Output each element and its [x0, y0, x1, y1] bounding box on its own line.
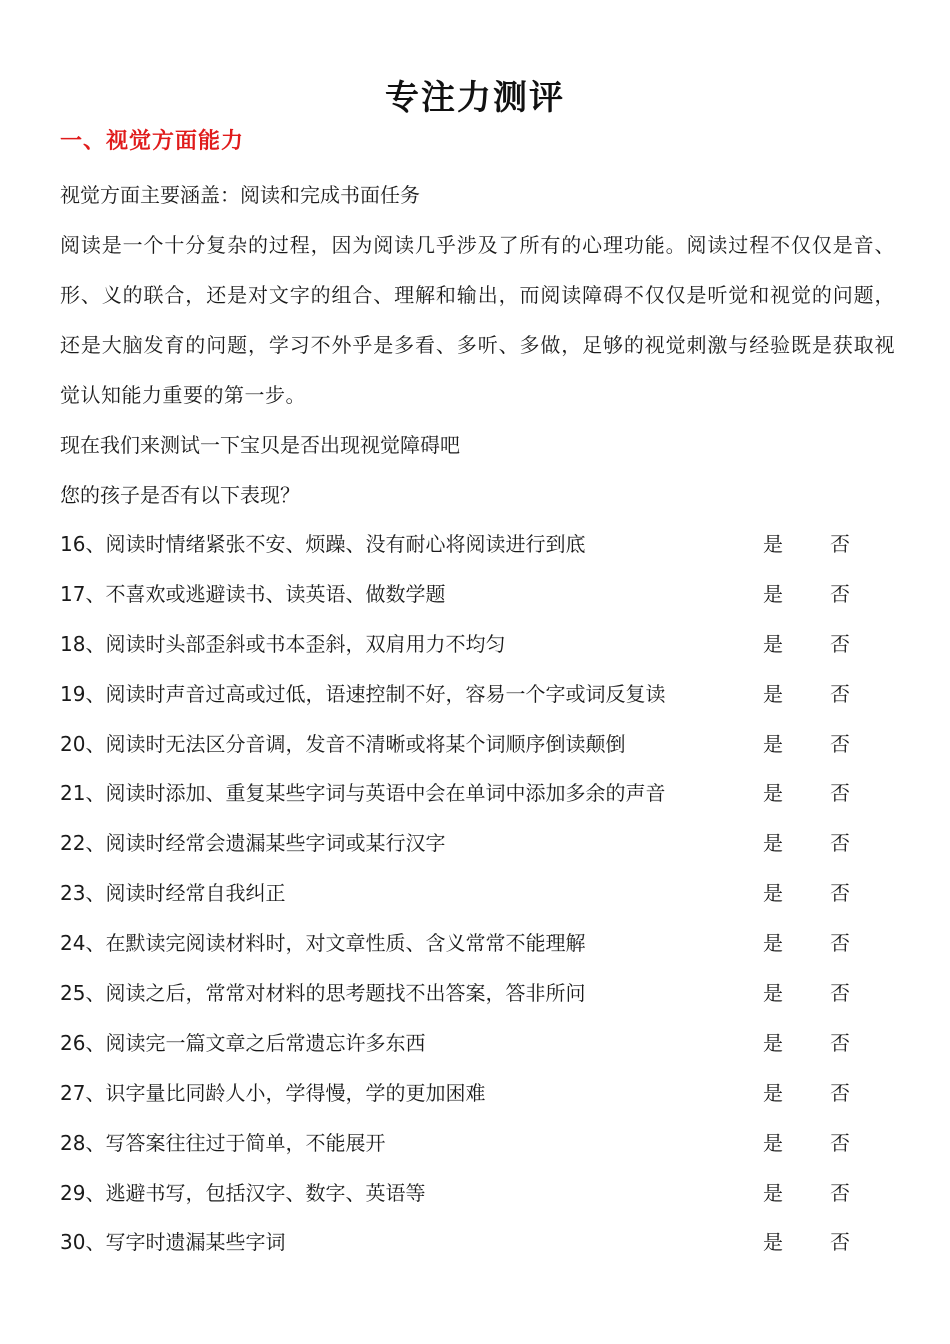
section-heading: 一、视觉方面能力: [60, 129, 245, 154]
question-text: 16、阅读时情绪紧张不安、烦躁、没有耐心将阅读进行到底: [60, 532, 586, 556]
answer-no-option[interactable]: 否: [830, 1130, 850, 1155]
answer-yes-option[interactable]: 是: [763, 681, 783, 706]
answer-yes-option[interactable]: 是: [763, 1080, 783, 1105]
question-row: [60, 670, 895, 720]
answer-no-option[interactable]: 否: [830, 581, 850, 606]
question-list: [60, 520, 895, 1268]
answer-yes-option[interactable]: 是: [763, 1230, 783, 1255]
answer-yes-option[interactable]: 是: [763, 1130, 783, 1155]
question-row: [60, 570, 895, 620]
answer-no-option[interactable]: 否: [830, 731, 850, 756]
answer-no-option[interactable]: 否: [830, 931, 850, 956]
question-text: 27、识字量比同龄人小，学得慢，学的更加困难: [60, 1080, 486, 1105]
question-row: [60, 620, 895, 670]
coverage-line: 视觉方面主要涵盖：阅读和完成书面任务: [60, 183, 420, 207]
answer-no-option[interactable]: 否: [830, 781, 850, 806]
question-row: [60, 1169, 895, 1219]
question-text: 29、逃避书写，包括汉字、数字、英语等: [60, 1180, 426, 1205]
answer-no-option[interactable]: 否: [830, 1080, 850, 1105]
question-row: [60, 819, 895, 869]
document-body: [60, 170, 895, 1268]
question-row: [60, 919, 895, 969]
question-text: 30、写字时遗漏某些字词: [60, 1230, 286, 1255]
intro-paragraph: 阅读是一个十分复杂的过程，因为阅读几乎涉及了所有的心理功能。阅读过程不仅仅是音、形、义的联合，还是对文字的组合、理解和输出，而阅读障碍不仅仅是听觉和视觉的问题，还是大脑发育的问题，学习不外乎是多看、多听、多做，足够的视觉刺激与经验既是获取视觉认知能力重要的第一步。: [60, 233, 895, 407]
answer-yes-option[interactable]: 是: [763, 831, 783, 856]
answer-yes-option[interactable]: 是: [763, 781, 783, 806]
question-row: [60, 769, 895, 819]
answer-yes-option[interactable]: 是: [763, 931, 783, 956]
answer-yes-option[interactable]: 是: [763, 581, 783, 606]
question-row: [60, 520, 895, 570]
answer-no-option[interactable]: 否: [830, 1030, 850, 1055]
test-line: 现在我们来测试一下宝贝是否出现视觉障碍吧: [60, 433, 460, 457]
answer-yes-option[interactable]: 是: [763, 631, 783, 656]
question-text: 26、阅读完一篇文章之后常遗忘许多东西: [60, 1030, 426, 1055]
question-text: 20、阅读时无法区分音调，发音不清晰或将某个词顺序倒读颠倒: [60, 731, 626, 756]
question-text: 19、阅读时声音过高或过低，语速控制不好，容易一个字或词反复读: [60, 681, 666, 706]
question-row: [60, 1019, 895, 1069]
answer-yes-option[interactable]: 是: [763, 532, 783, 556]
question-row: [60, 869, 895, 919]
question-row: [60, 969, 895, 1019]
question-text: 23、阅读时经常自我纠正: [60, 881, 286, 906]
answer-yes-option[interactable]: 是: [763, 731, 783, 756]
answer-no-option[interactable]: 否: [830, 532, 850, 556]
question-row: [60, 720, 895, 770]
question-text: 28、写答案往往过于简单，不能展开: [60, 1130, 386, 1155]
question-row: [60, 1218, 895, 1268]
question-text: 18、阅读时头部歪斜或书本歪斜，双肩用力不均匀: [60, 631, 506, 656]
answer-yes-option[interactable]: 是: [763, 1180, 783, 1205]
answer-no-option[interactable]: 否: [830, 831, 850, 856]
question-text: 22、阅读时经常会遗漏某些字词或某行汉字: [60, 831, 446, 856]
question-text: 21、阅读时添加、重复某些字词与英语中会在单词中添加多余的声音: [60, 781, 666, 806]
answer-yes-option[interactable]: 是: [763, 981, 783, 1006]
answer-no-option[interactable]: 否: [830, 1230, 850, 1255]
answer-yes-option[interactable]: 是: [763, 1030, 783, 1055]
answer-no-option[interactable]: 否: [830, 681, 850, 706]
question-text: 24、在默读完阅读材料时，对文章性质、含义常常不能理解: [60, 931, 586, 956]
answer-no-option[interactable]: 否: [830, 881, 850, 906]
question-row: [60, 1069, 895, 1119]
question-prompt: 您的孩子是否有以下表现？: [60, 483, 300, 507]
question-text: 17、不喜欢或逃避读书、读英语、做数学题: [60, 581, 446, 606]
answer-no-option[interactable]: 否: [830, 631, 850, 656]
question-text: 25、阅读之后，常常对材料的思考题找不出答案，答非所问: [60, 981, 586, 1006]
answer-no-option[interactable]: 否: [830, 981, 850, 1006]
page-title: 专注力测评: [385, 78, 565, 118]
answer-yes-option[interactable]: 是: [763, 881, 783, 906]
answer-no-option[interactable]: 否: [830, 1180, 850, 1205]
question-row: [60, 1119, 895, 1169]
